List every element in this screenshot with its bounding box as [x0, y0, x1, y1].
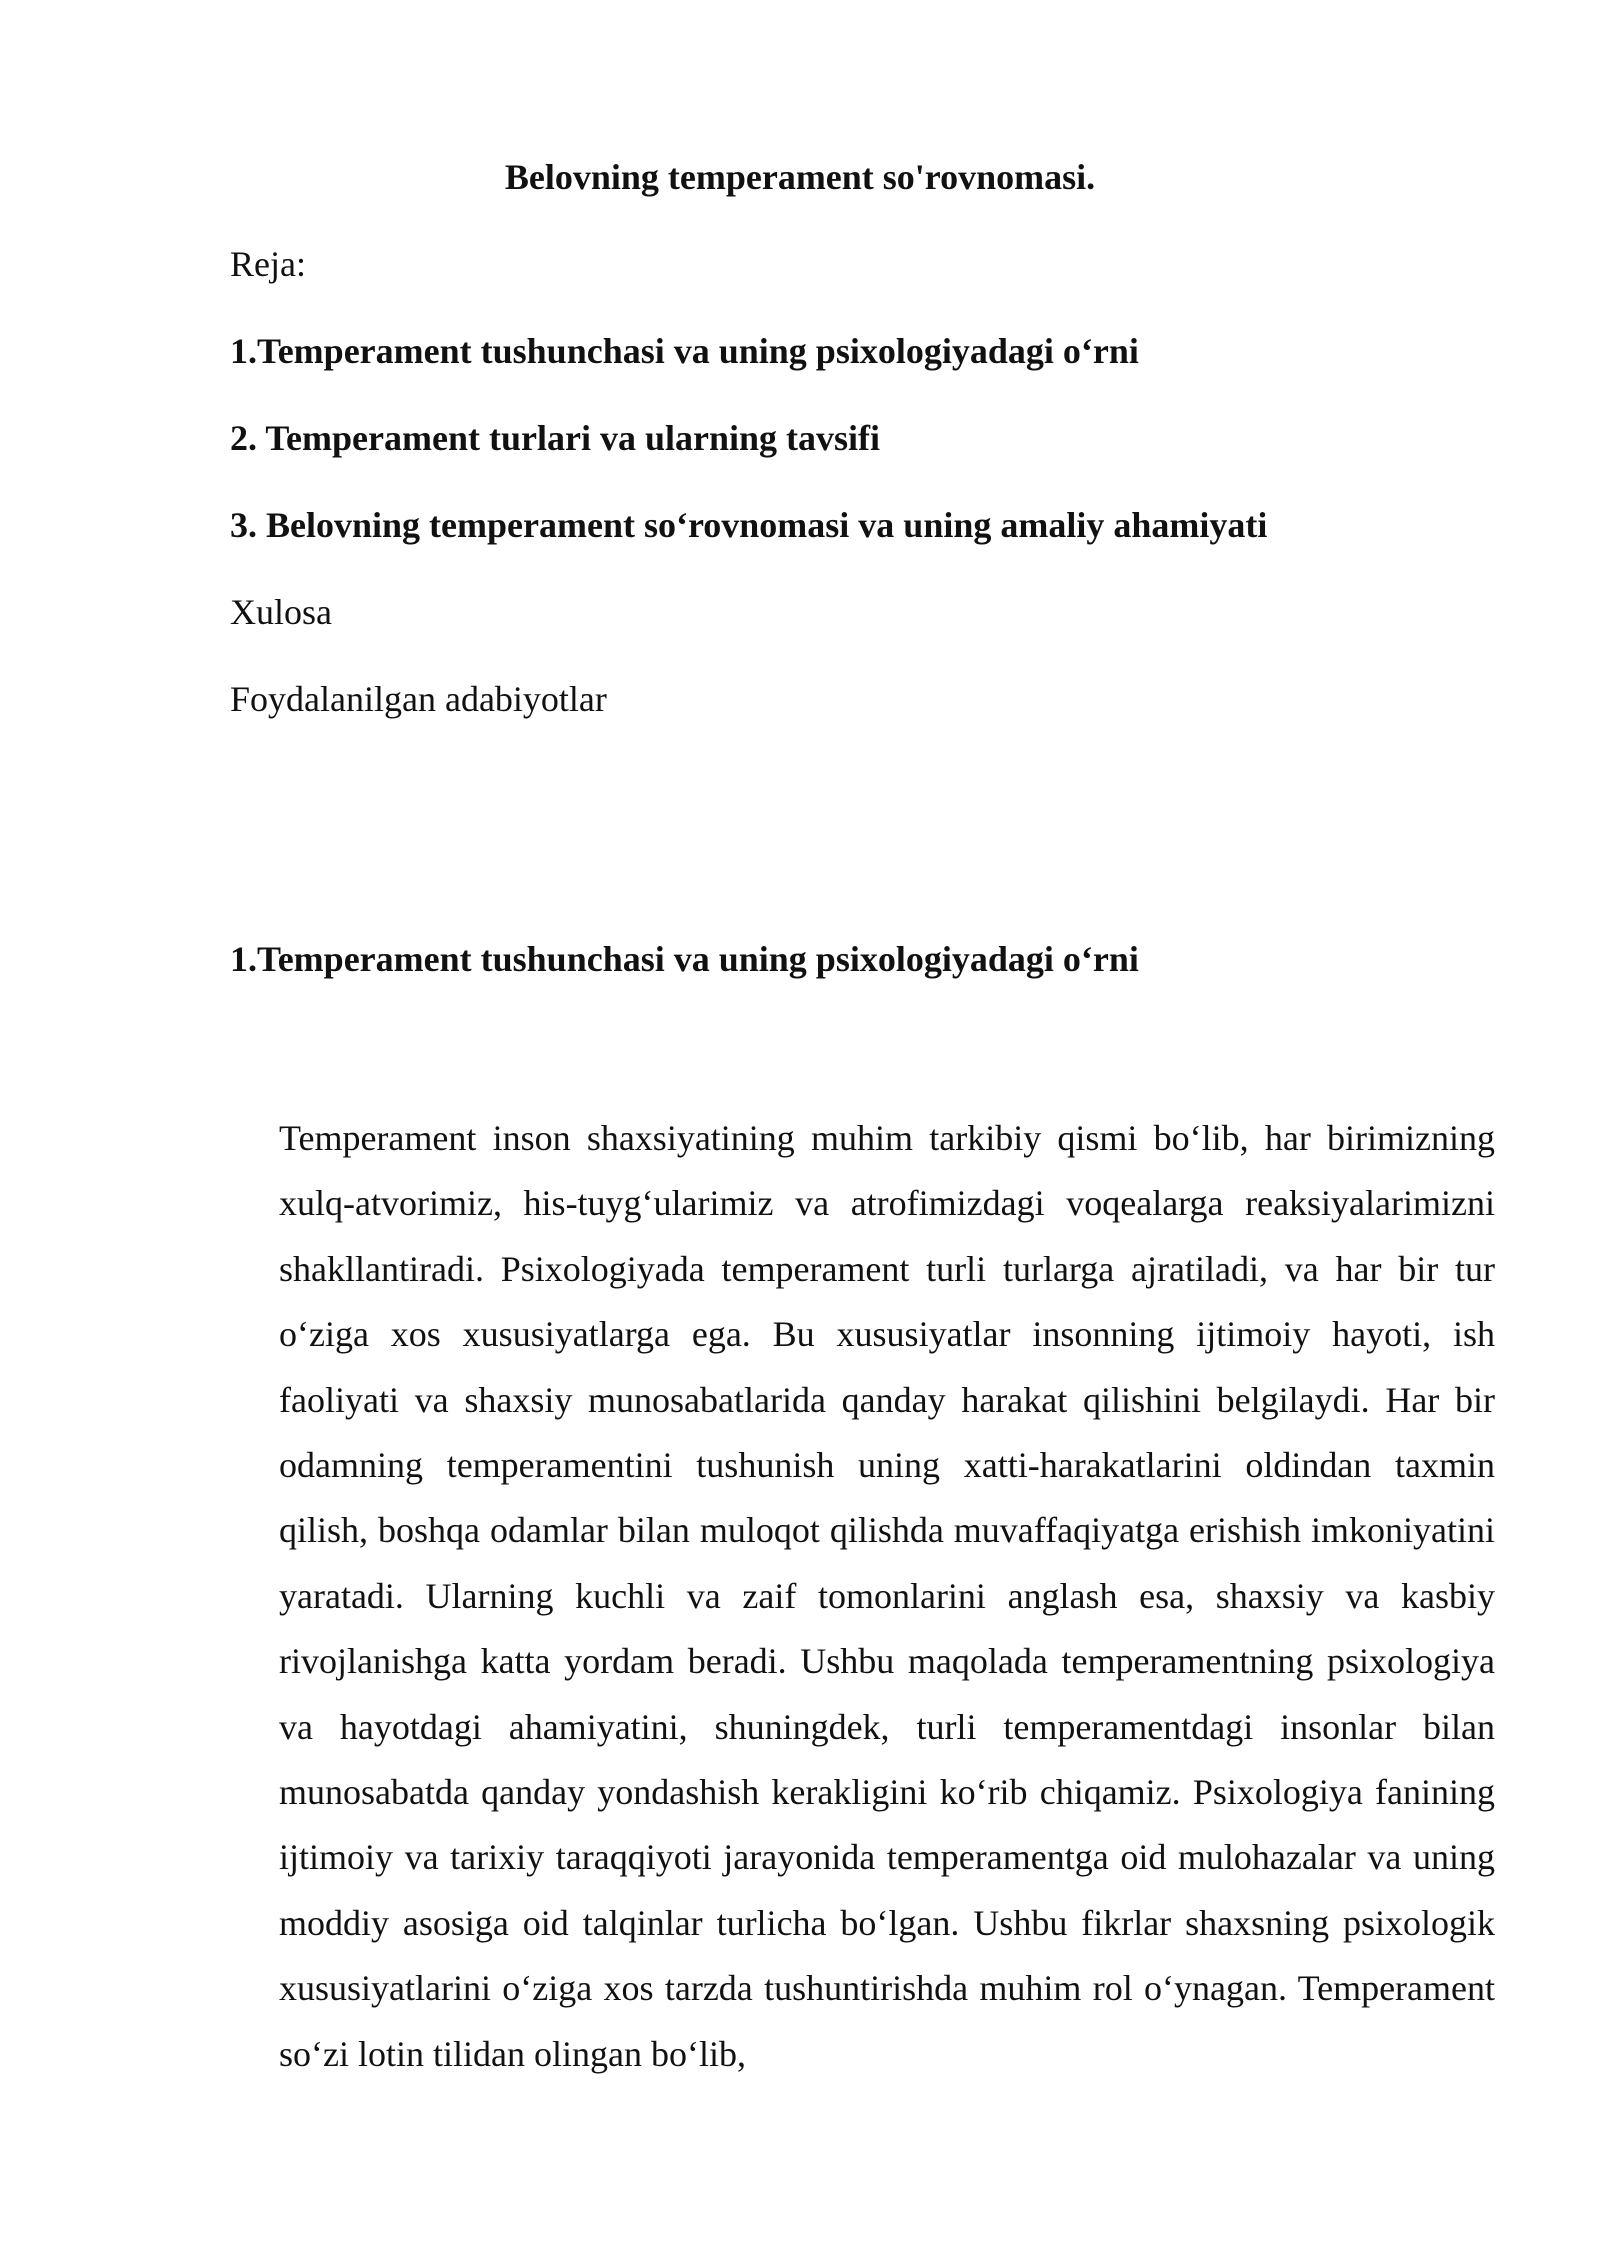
- plan-label: Reja:: [230, 244, 306, 284]
- plan-item-2: 2. Temperament turlari va ularning tavsifi: [230, 418, 880, 458]
- document-title: Belovning temperament so'rovnomasi.: [504, 157, 1096, 197]
- plan-conclusion: Xulosa: [230, 592, 332, 632]
- section-1-paragraph: Temperament inson shaxsiyatining muhim tarkibiy qismi bo‘lib, har birimizning xulq-atvorimiz, his-tuyg‘ularimiz va atrofimizdagi voqealarga reaksiyalarimizni shakllantiradi. Psixologiyada temperament turli turlarga ajratiladi, va har bir tur o‘ziga xos xususiyatlarga ega. Bu xususiyatlar insonning ijtimoiy hayoti, ish faoliyati va shaxsiy munosabatlarida qanday harakat qilishini belgilaydi. Har bir odamning temperamentini tushunish uning xatti-harakatlarini oldindan taxmin qilish, boshqa odamlar bilan muloqot qilishda muvaffaqiyatga erishish imkoniyatini yaratadi. Ularning kuchli va zaif tomonlarini anglash esa, shaxsiy va kasbiy rivojlanishga katta yordam beradi. Ushbu maqolada temperamentning psixologiya va hayotdagi ahamiyatini, shuningdek, turli temperamentdagi insonlar bilan munosabatda qanday yondashish kerakligini ko‘rib chiqamiz. Psixologiya fanining ijtimoiy va tarixiy taraqqiyoti jarayonida temperamentga oid mulohazalar va uning moddiy asosiga oid talqinlar turlicha bo‘lgan. Ushbu fikrlar shaxsning psixologik xususiyatlarini o‘ziga xos tarzda tushuntirishda muhim rol o‘ynagan. Temperament so‘zi lotin tilidan olingan bo‘lib,: [279, 1118, 1495, 2074]
- section-1-heading: 1.Temperament tushunchasi va uning psixologiyadagi o‘rni: [230, 939, 1139, 979]
- plan-item-3: 3. Belovning temperament so‘rovnomasi va uning amaliy ahamiyati: [230, 505, 1268, 545]
- plan-item-1: 1.Temperament tushunchasi va uning psixologiyadagi o‘rni: [230, 331, 1139, 371]
- plan-references: Foydalanilgan adabiyotlar: [230, 679, 607, 719]
